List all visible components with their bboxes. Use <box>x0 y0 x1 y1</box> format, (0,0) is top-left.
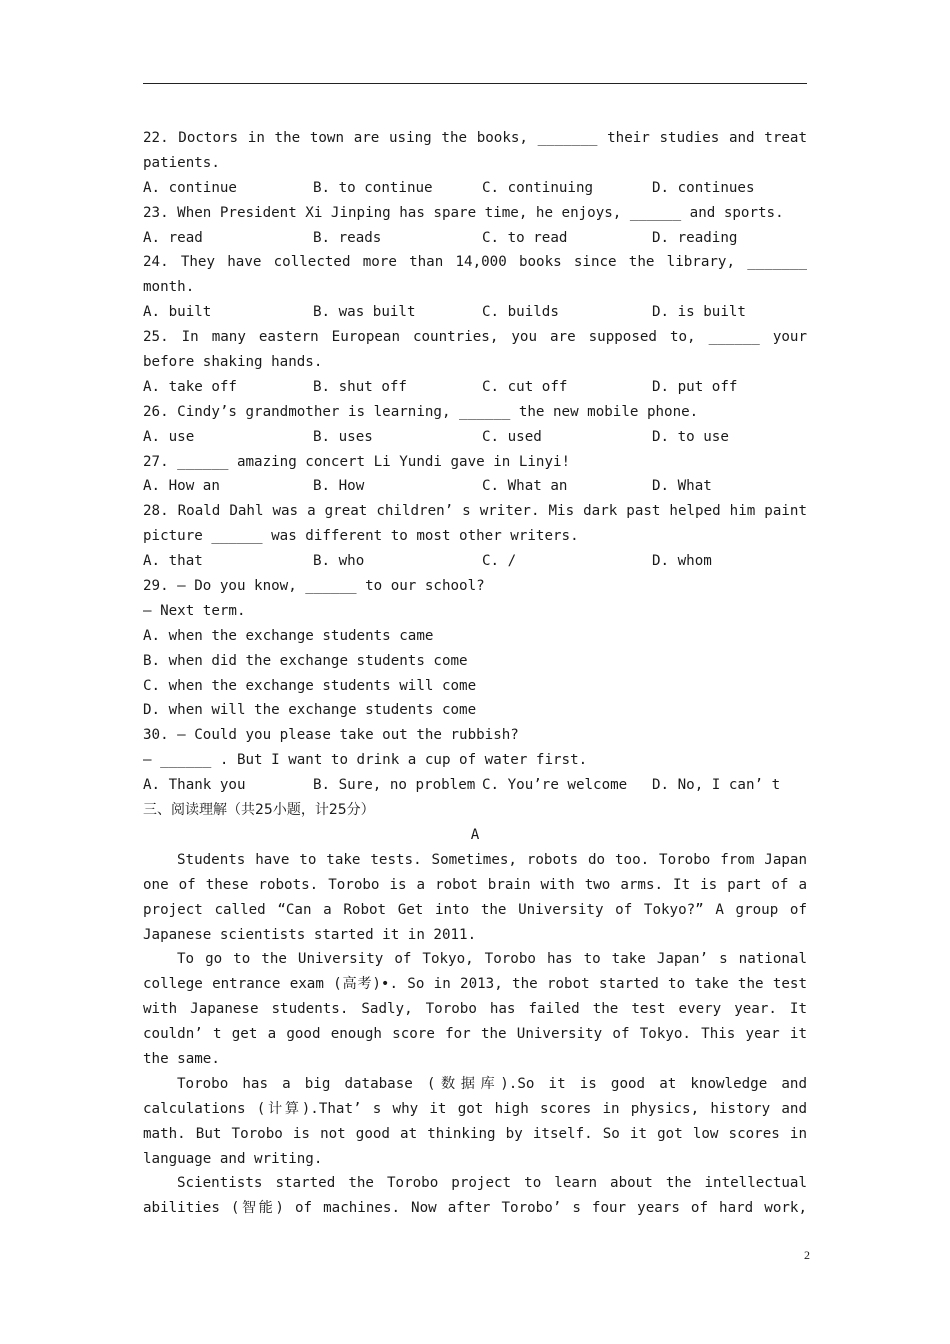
option-a: A. take off <box>143 378 237 395</box>
question-block <box>143 201 807 251</box>
question-text: 25. In many eastern European countries, you are supposed to, ______ your <box>143 329 807 346</box>
question-block <box>143 400 807 450</box>
option-b: B. uses <box>313 428 373 445</box>
question-text-continued: patients. <box>143 154 220 171</box>
question-text: 27. ______ amazing concert Li Yundi gave in Linyi! <box>143 453 571 470</box>
question-text-continued: picture ______ was different to most other writers. <box>143 528 579 545</box>
option-d: D. put off <box>652 378 738 395</box>
question-block <box>143 450 807 500</box>
option-c: C. builds <box>482 304 559 321</box>
passage-line: calculations (计算).That’ s why it got high scores in physics, history and <box>143 1100 807 1117</box>
options-row <box>143 549 807 574</box>
options-row <box>143 773 807 798</box>
passage-line: project called “Can a Robot Get into the University of Tokyo?” A group of <box>143 901 807 918</box>
passage-line: To go to the University of Tokyo, Torobo has to take Japan’ s national <box>177 951 807 968</box>
question-text: 26. Cindy’s grandmother is learning, ______ the new mobile phone. <box>143 403 699 420</box>
option-c: C. What an <box>482 478 568 495</box>
option-d: D. reading <box>652 229 738 246</box>
question-text-continued: before shaking hands. <box>143 354 323 371</box>
option-d: D. What <box>652 478 712 495</box>
passage-line: with Japanese students. Sadly, Torobo has failed the test every year. It <box>143 1001 807 1018</box>
page-number: 2 <box>804 1248 810 1262</box>
options-row <box>143 425 807 450</box>
option-d: D. to use <box>652 428 729 445</box>
passage-line: couldn’ t get a good enough score for the University of Tokyo. This year it <box>143 1026 807 1043</box>
question-text-continued: month. <box>143 279 195 296</box>
option-c: C. cut off <box>482 378 568 395</box>
option-c: C. continuing <box>482 179 594 196</box>
option-b: B. reads <box>313 229 382 246</box>
passage <box>143 848 807 1221</box>
question-block <box>143 126 807 201</box>
option-a: A. use <box>143 428 195 445</box>
question-block <box>143 325 807 400</box>
option-c: C. / <box>482 553 517 570</box>
passage-line: one of these robots. Torobo is a robot brain with two arms. It is part of a <box>143 876 807 893</box>
option-a: A. How an <box>143 478 220 495</box>
option-b: B. was built <box>313 304 416 321</box>
options-row <box>143 226 807 251</box>
option-a: A. when the exchange students came <box>143 627 434 644</box>
question-30 <box>143 723 807 798</box>
option-a: A. continue <box>143 179 237 196</box>
option-c: C. to read <box>482 229 568 246</box>
passage-line: abilities (智能) of machines. Now after Torobo’ s four years of hard work, <box>143 1200 807 1217</box>
passage-line: Torobo has a big database (数据库).So it is good at knowledge and <box>177 1075 807 1092</box>
option-d: D. No, I can’ t <box>652 777 781 794</box>
page-content <box>143 126 807 1221</box>
options-row <box>143 176 807 201</box>
question-answer-line: — ______ . But I want to drink a cup of water first. <box>143 752 588 769</box>
question-text: 28. Roald Dahl was a great children’ s writer. Mis dark past helped him paint <box>143 503 807 520</box>
header-rule <box>143 83 807 84</box>
question-text: 24. They have collected more than 14,000 books since the library, _______ <box>143 254 807 271</box>
passage-line: Scientists started the Torobo project to learn about the intellectual <box>177 1175 807 1192</box>
option-a: A. built <box>143 304 212 321</box>
option-a: A. read <box>143 229 203 246</box>
question-answer-line: — Next term. <box>143 602 246 619</box>
question-29 <box>143 574 807 723</box>
passage-line: language and writing. <box>143 1150 323 1167</box>
option-b: B. How <box>313 478 365 495</box>
question-list <box>143 126 807 574</box>
option-b: B. Sure, no problem <box>313 777 476 794</box>
passage-line: Japanese scientists started it in 2011. <box>143 926 477 943</box>
option-d: D. is built <box>652 304 746 321</box>
passage-line: college entrance exam (高考)•. So in 2013, the robot started to take the test <box>143 976 807 993</box>
option-d: D. whom <box>652 553 712 570</box>
question-text: 30. — Could you please take out the rubbish? <box>143 727 519 744</box>
option-a: A. Thank you <box>143 777 246 794</box>
passage-label: A <box>470 826 480 843</box>
option-b: B. who <box>313 553 365 570</box>
question-text: 29. — Do you know, ______ to our school? <box>143 578 485 595</box>
option-c: C. You’re welcome <box>482 777 628 794</box>
option-b: B. shut off <box>313 378 407 395</box>
options-row <box>143 474 807 499</box>
option-b: B. when did the exchange students come <box>143 652 468 669</box>
section-title: 三、阅读理解（共25小题，计25分） <box>143 802 375 819</box>
question-text: 22. Doctors in the town are using the books, _______ their studies and treat <box>143 130 807 146</box>
passage-line: the same. <box>143 1050 220 1067</box>
option-d: D. continues <box>652 179 755 196</box>
option-a: A. that <box>143 553 203 570</box>
question-block <box>143 499 807 574</box>
option-d: D. when will the exchange students come <box>143 702 477 719</box>
passage-line: Students have to take tests. Sometimes, robots do too. Torobo from Japan <box>177 851 807 868</box>
options-row <box>143 300 807 325</box>
option-b: B. to continue <box>313 179 433 196</box>
option-c: C. used <box>482 428 542 445</box>
passage-line: math. But Torobo is not good at thinking by itself. So it got low scores in <box>143 1125 807 1142</box>
question-block <box>143 250 807 325</box>
option-c: C. when the exchange students will come <box>143 677 477 694</box>
options-row <box>143 375 807 400</box>
question-text: 23. When President Xi Jinping has spare time, he enjoys, ______ and sports. <box>143 204 784 221</box>
